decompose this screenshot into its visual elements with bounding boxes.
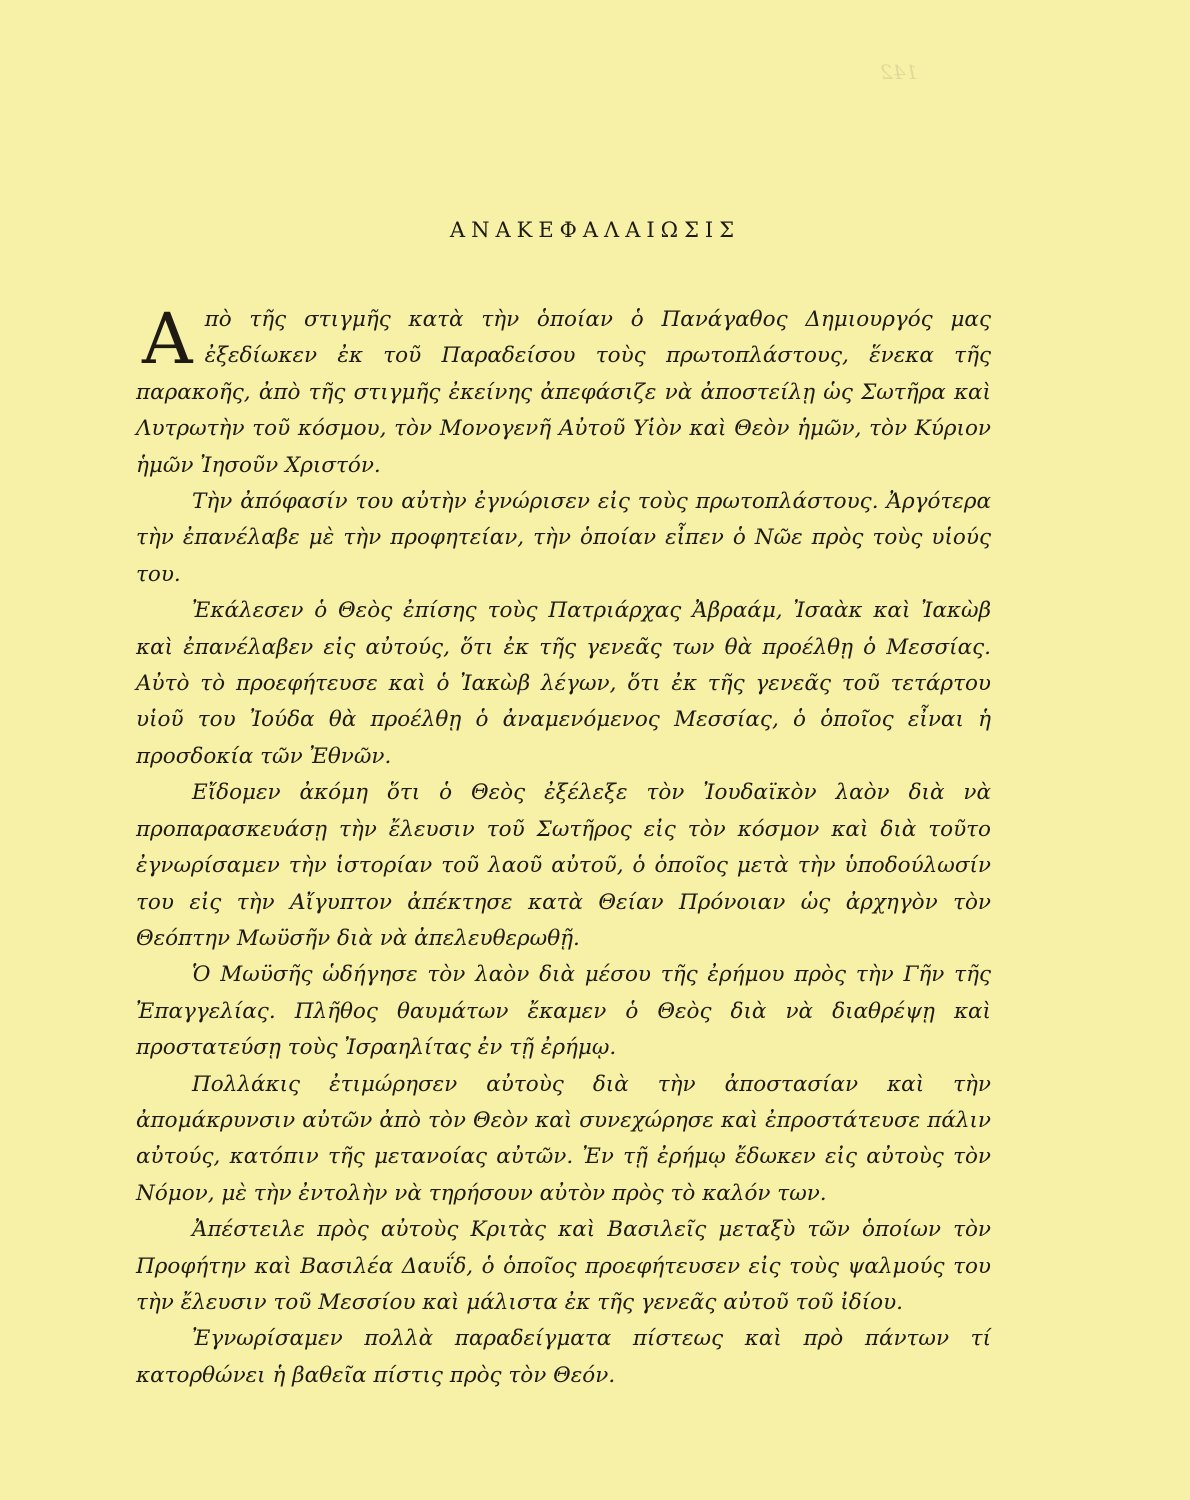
dropcap: Α	[142, 298, 193, 380]
paragraph-4: Εἴδομεν ἀκόμη ὅτι ὁ Θεὸς ἐξέλεξε τὸν Ἰουδαϊκὸν λαὸν διὰ νὰ προπαρασκευάσῃ τὴν ἔλευσιν τοῦ Σωτῆρος εἰς τὸν κόσμον καὶ διὰ τοῦτο ἐγνωρίσαμεν τὴν ἱστορίαν τοῦ λαοῦ αὐτοῦ, ὁ ὁποῖος μετὰ τὴν ὑποδούλωσίν του εἰς τὴν Αἴγυπτον ἀπέκτησε κατὰ Θείαν Πρόνοιαν ὡς ἀρχηγὸν τὸν Θεόπτην Μωϋσῆν διὰ νὰ ἀπελευθερωθῇ.	[136, 780, 991, 951]
paragraph-1: Απὸ τῆς στιγμῆς κατὰ τὴν ὁποίαν ὁ Πανάγαθος Δημιουργός μας ἐξεδίωκεν ἐκ τοῦ Παραδείσου τοὺς πρωτοπλάστους, ἕνεκα τῆς παρακοῆς, ἀπὸ τῆς στιγμῆς ἐκείνης ἀπεφάσιζε νὰ ἀποστείλῃ ὡς Σωτῆρα καὶ Λυτρωτὴν τοῦ κόσμου, τὸν Μονογενῆ Αὐτοῦ Υἱὸν καὶ Θεὸν ἡμῶν, τὸν Κύριον ἡμῶν Ἰησοῦν Χριστόν.	[136, 298, 991, 478]
paragraph-5: Ὁ Μωϋσῆς ὡδήγησε τὸν λαὸν διὰ μέσου τῆς ἐρήμου πρὸς τὴν Γῆν τῆς Ἐπαγγελίας. Πλῆθος θαυμάτων ἔκαμεν ὁ Θεὸς διὰ νὰ διαθρέψῃ καὶ προστατεύσῃ τοὺς Ἰσραηλίτας ἐν τῇ ἐρήμῳ.	[136, 962, 991, 1061]
paragraph-7: Ἀπέστειλε πρὸς αὐτοὺς Κριτὰς καὶ Βασιλεῖς μεταξὺ τῶν ὁποίων τὸν Προφήτην καὶ Βασιλέα Δαυΐδ, ὁ ὁποῖος προεφήτευσεν εἰς τοὺς ψαλμούς του τὴν ἔλευσιν τοῦ Μεσσίου καὶ μάλιστα ἐκ τῆς γενεᾶς αὐτοῦ τοῦ ἰδίου.	[136, 1217, 991, 1315]
paragraph-6: Πολλάκις ἐτιμώρησεν αὐτοὺς διὰ τὴν ἀποστασίαν καὶ τὴν ἀπομάκρυνσιν αὐτῶν ἀπὸ τὸν Θεὸν καὶ συνεχώρησε καὶ ἐπροστάτευσε πάλιν αὐτούς, κατόπιν τῆς μετανοίας αὐτῶν. Ἐν τῇ ἐρήμῳ ἔδωκεν εἰς αὐτοὺς τὸν Νόμον, μὲ τὴν ἐντολὴν νὰ τηρήσουν αὐτὸν πρὸς τὸ καλόν των.	[136, 1071, 991, 1206]
paragraph-8: Ἐγνωρίσαμεν πολλὰ παραδείγματα πίστεως καὶ πρὸ πάντων τί κατορθώνει ἡ βαθεῖα πίστις πρὸς τὸν Θεόν.	[136, 1326, 991, 1388]
body-text	[136, 298, 991, 1394]
page-title: ΑΝΑΚΕΦΑΛΑΙΩΣΙΣ	[449, 218, 741, 242]
paragraph-3: Ἐκάλεσεν ὁ Θεὸς ἐπίσης τοὺς Πατριάρχας Ἀβραάμ, Ἰσαὰκ καὶ Ἰακὼβ καὶ ἐπανέλαβεν εἰς αὐτούς, ὅτι ἐκ τῆς γενεᾶς των θὰ προέλθῃ ὁ Μεσσίας. Αὐτὸ τὸ προεφήτευσε καὶ ὁ Ἰακὼβ λέγων, ὅτι ἐκ τῆς γενεᾶς τοῦ τετάρτου υἱοῦ του Ἰούδα θὰ προέλθῃ ὁ ἀναμενόμενος Μεσσίας, ὁ ὁποῖος εἶναι ἡ προσδοκία τῶν Ἐθνῶν.	[136, 598, 991, 769]
paragraph-2: Τὴν ἀπόφασίν του αὐτὴν ἐγνώρισεν εἰς τοὺς πρωτοπλάστους. Ἀργότερα τὴν ἐπανέλαβε μὲ τὴν προφητείαν, τὴν ὁποίαν εἶπεν ὁ Νῶε πρὸς τοὺς υἱούς του.	[136, 489, 991, 587]
bleed-through-mark: 142	[880, 60, 919, 84]
